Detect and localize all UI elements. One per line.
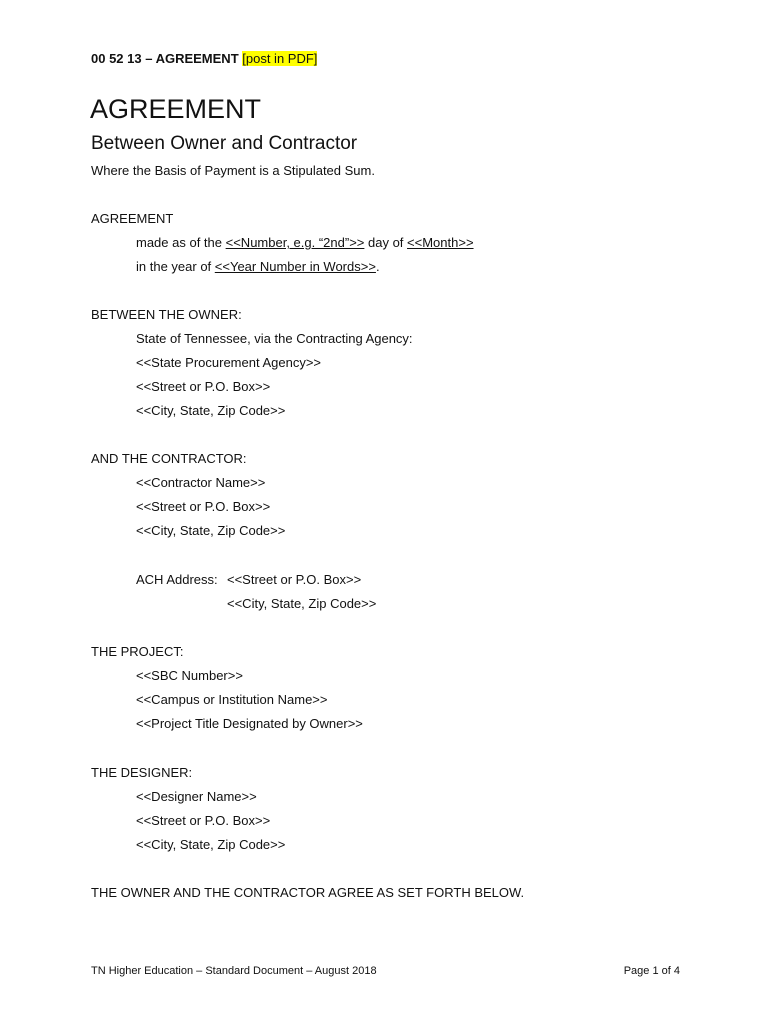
agreement-date-line: [136, 235, 474, 251]
designer-line: <<City, State, Zip Code>>: [136, 837, 286, 852]
year-suffix: .: [375, 259, 380, 274]
contractor-heading: AND THE CONTRACTOR:: [91, 451, 247, 466]
basis-of-payment: Where the Basis of Payment is a Stipulated Sum.: [91, 163, 375, 178]
owner-heading: BETWEEN THE OWNER:: [91, 307, 242, 322]
date-prefix: made as of the: [136, 235, 226, 250]
contractor-line: <<City, State, Zip Code>>: [136, 523, 286, 538]
ach-address-line: <<Street or P.O. Box>>: [227, 572, 362, 587]
ach-address-label: ACH Address:: [136, 572, 218, 587]
agreement-heading: AGREEMENT: [91, 211, 174, 226]
month-field: <<Month>>: [407, 235, 474, 250]
designer-line: <<Street or P.O. Box>>: [136, 813, 271, 828]
project-line: <<SBC Number>>: [136, 668, 243, 683]
footer-page-number: Page 1 of 4: [623, 965, 680, 977]
section-code: 00 52 13 – AGREEMENT: [91, 51, 239, 66]
designer-line: <<Designer Name>>: [136, 789, 257, 804]
project-line: <<Campus or Institution Name>>: [136, 692, 328, 707]
ach-address-line: <<City, State, Zip Code>>: [227, 596, 377, 611]
date-mid: day of: [364, 235, 408, 250]
day-number-field: <<Number, e.g. “2nd”>>: [225, 235, 365, 250]
contractor-line: <<Street or P.O. Box>>: [136, 499, 271, 514]
page-title: AGREEMENT: [90, 94, 262, 124]
page-subtitle: Between Owner and Contractor: [91, 133, 358, 154]
contractor-line: <<Contractor Name>>: [136, 475, 266, 490]
year-prefix: in the year of: [136, 259, 215, 274]
project-line: <<Project Title Designated by Owner>>: [136, 716, 363, 731]
owner-line: <<Street or P.O. Box>>: [136, 379, 271, 394]
owner-line: State of Tennessee, via the Contracting Agency:: [136, 331, 413, 346]
owner-line: <<State Procurement Agency>>: [136, 355, 322, 370]
project-heading: THE PROJECT:: [91, 644, 184, 659]
pdf-note-highlight: [post in PDF]: [242, 51, 318, 66]
year-field: <<Year Number in Words>>: [214, 259, 376, 274]
owner-line: <<City, State, Zip Code>>: [136, 403, 286, 418]
designer-heading: THE DESIGNER:: [91, 765, 193, 780]
footer-document-info: TN Higher Education – Standard Document – August 2018: [91, 965, 377, 977]
closing-statement: THE OWNER AND THE CONTRACTOR AGREE AS SET FORTH BELOW.: [91, 885, 525, 900]
agreement-year-line: [136, 259, 380, 275]
document-header: [91, 51, 317, 67]
